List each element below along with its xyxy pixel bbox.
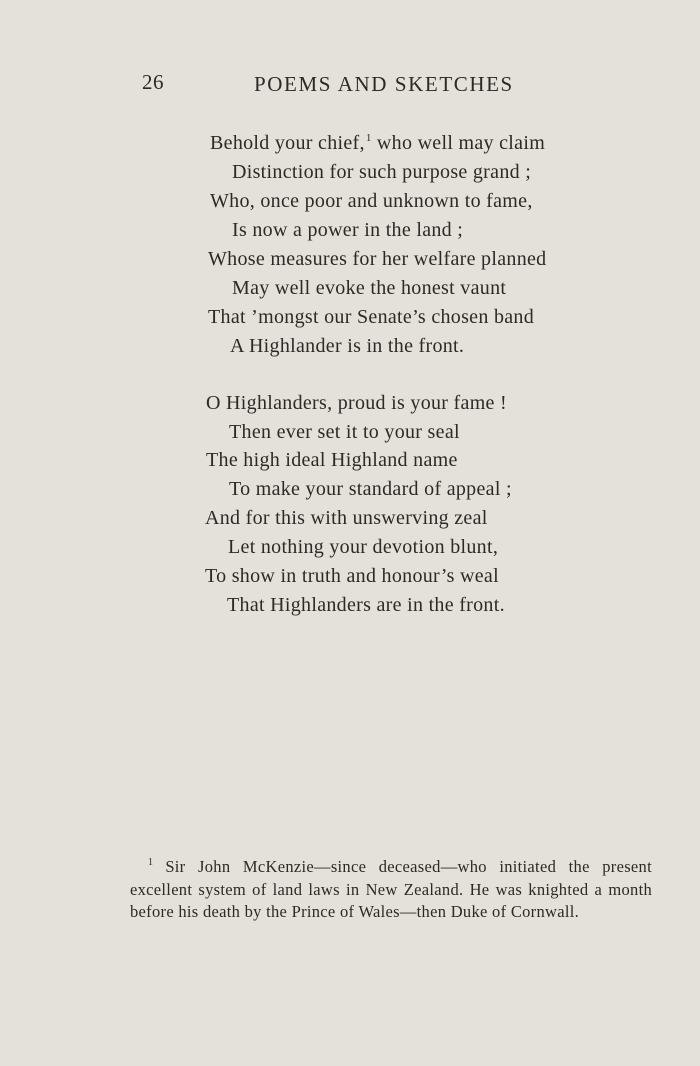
verse-line: O Highlanders, proud is your fame !: [206, 392, 507, 414]
verse-line: The high ideal Highland name: [206, 449, 458, 471]
verse-line: Let nothing your devotion blunt,: [228, 536, 499, 558]
verse-line: To show in truth and honour’s weal: [205, 565, 499, 587]
verse-line: Who, once poor and unknown to fame,: [210, 190, 533, 212]
page-number: 26: [142, 70, 164, 94]
verse-line: Whose measures for her welfare planned: [208, 248, 547, 270]
verse-line-text-continued: who well may claim: [371, 132, 546, 154]
footnote-reference[interactable]: 1: [365, 132, 372, 144]
footnote: [130, 852, 652, 924]
verse-line-text: Behold your chief,: [210, 132, 365, 154]
verse-line: May well evoke the honest vaunt: [232, 277, 507, 299]
footnote-text: Sir John McKenzie—since deceased—who initiated the present excellent system of land laws in New Zealand. He was knighted a month before his death by the Prince of Wales—then Duke of Cornwall.: [130, 857, 652, 921]
verse-line: A Highlander is in the front.: [230, 335, 465, 357]
verse-line: Is now a power in the land ;: [232, 219, 464, 241]
verse-line: Then ever set it to your seal: [229, 421, 460, 443]
verse-line: To make your standard of appeal ;: [229, 478, 512, 500]
running-title: POEMS AND SKETCHES: [254, 72, 514, 96]
verse-line: That ’mongst our Senate’s chosen band: [208, 306, 535, 328]
verse-line: And for this with unswerving zeal: [205, 507, 488, 529]
verse-line: Distinction for such purpose grand ;: [232, 161, 532, 183]
footnote-marker: 1: [148, 857, 154, 868]
verse-line: [210, 133, 545, 153]
verse-line: That Highlanders are in the front.: [227, 594, 505, 616]
